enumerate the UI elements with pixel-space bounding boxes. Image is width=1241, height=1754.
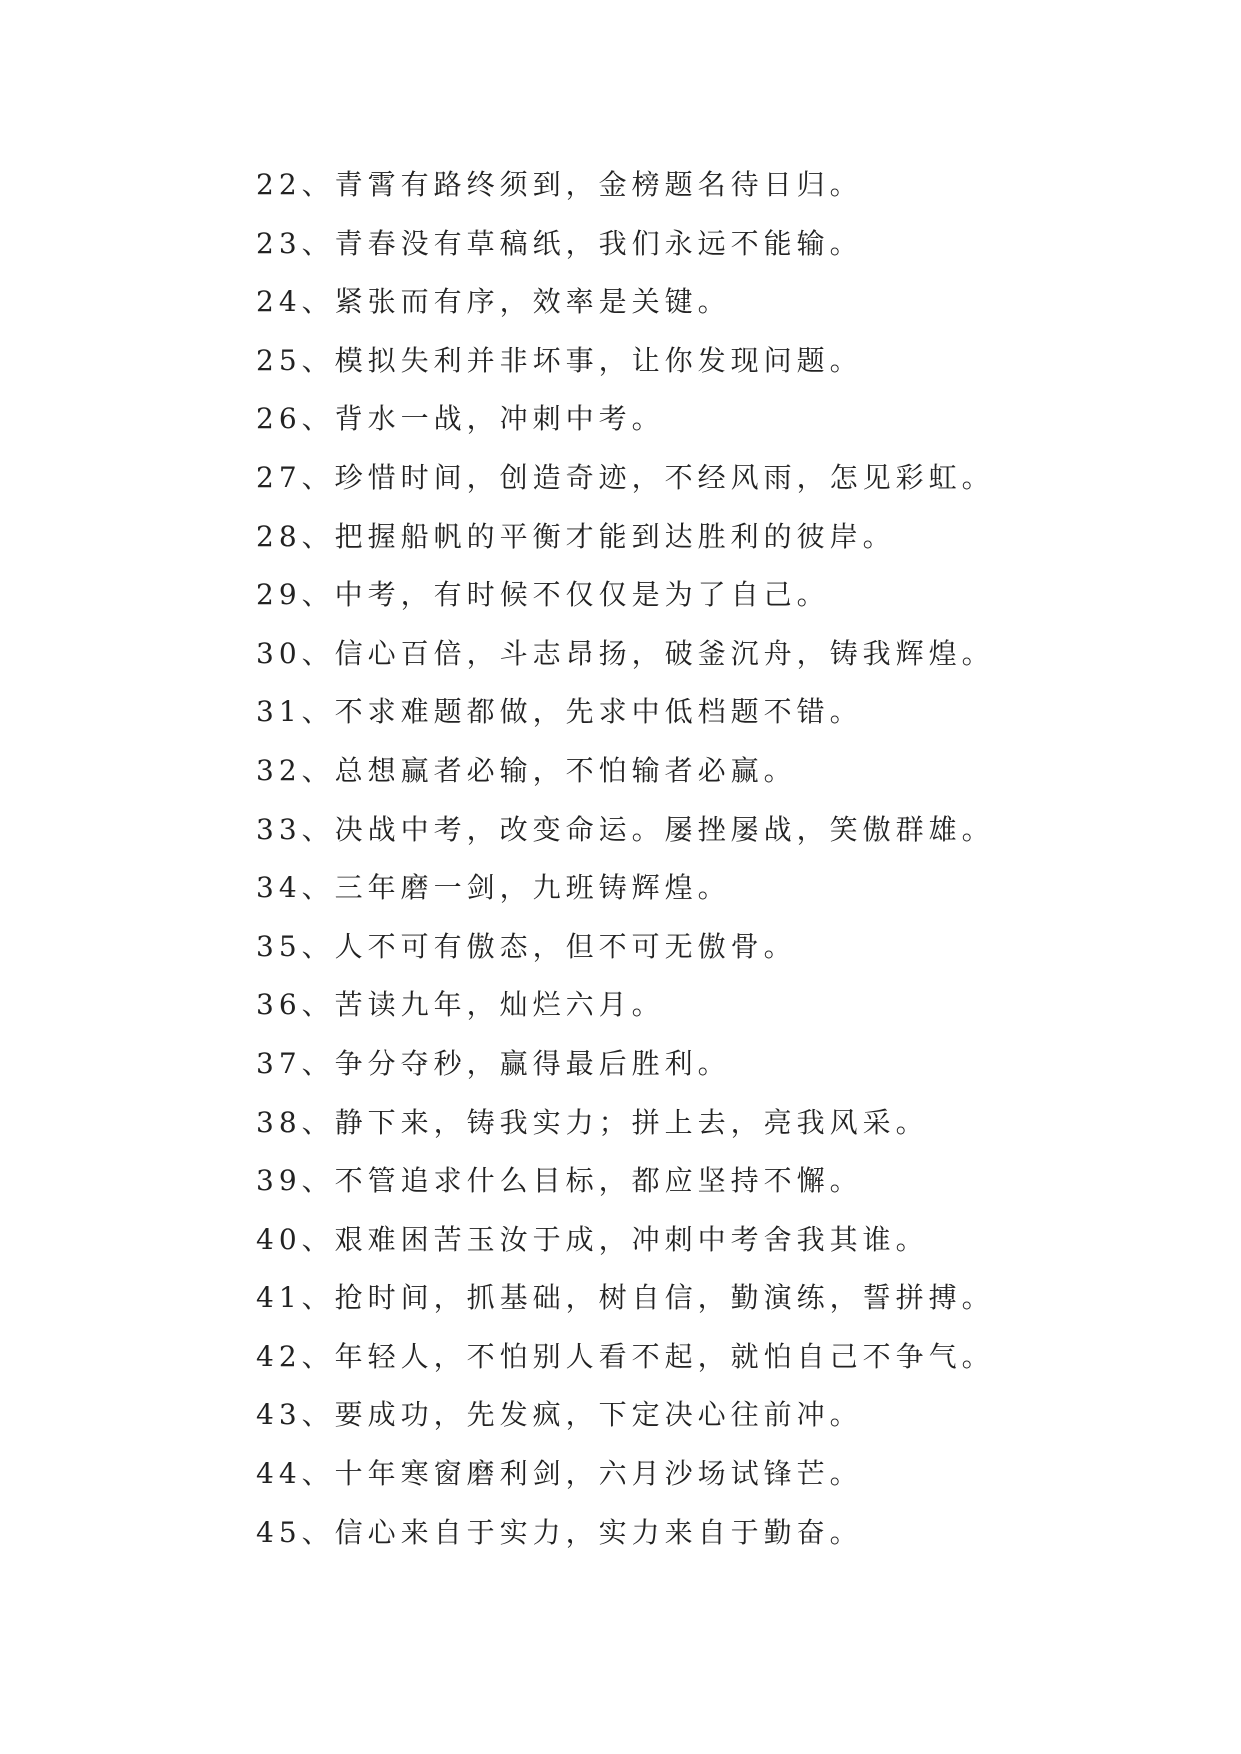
list-item: 29、中考，有时候不仅仅是为了自己。 xyxy=(256,578,830,612)
list-item: 35、人不可有傲态，但不可无傲骨。 xyxy=(256,929,797,963)
list-item: 30、信心百倍，斗志昂扬，破釜沉舟，铸我辉煌。 xyxy=(256,636,995,670)
list-item: 36、苦读九年，灿烂六月。 xyxy=(256,988,665,1022)
list-item: 38、静下来，铸我实力；拼上去，亮我风采。 xyxy=(256,1105,929,1139)
list-item: 44、十年寒窗磨利剑，六月沙场试锋芒。 xyxy=(256,1457,863,1491)
list-item: 24、紧张而有序，效率是关键。 xyxy=(256,285,731,319)
list-item: 42、年轻人，不怕别人看不起，就怕自己不争气。 xyxy=(256,1339,995,1373)
list-item: 43、要成功，先发疯，下定决心往前冲。 xyxy=(256,1398,863,1432)
list-item: 37、争分夺秒，赢得最后胜利。 xyxy=(256,1046,731,1080)
list-item: 34、三年磨一剑，九班铸辉煌。 xyxy=(256,871,731,905)
list-item: 28、把握船帆的平衡才能到达胜利的彼岸。 xyxy=(256,519,896,553)
list-item: 40、艰难困苦玉汝于成，冲刺中考舍我其谁。 xyxy=(256,1222,929,1256)
list-item: 45、信心来自于实力，实力来自于勤奋。 xyxy=(256,1515,863,1549)
list-item: 22、青霄有路终须到，金榜题名待日归。 xyxy=(256,168,863,201)
list-item: 39、不管追求什么目标，都应坚持不懈。 xyxy=(256,1164,863,1198)
list-item: 33、决战中考，改变命运。屡挫屡战，笑傲群雄。 xyxy=(256,812,995,846)
list-item: 26、背水一战，冲刺中考。 xyxy=(256,402,665,436)
list-item: 32、总想赢者必输，不怕输者必赢。 xyxy=(256,753,797,787)
list-item: 25、模拟失利并非坏事，让你发现问题。 xyxy=(256,343,863,377)
list-item: 27、珍惜时间，创造奇迹，不经风雨，怎见彩虹。 xyxy=(256,460,995,494)
numbered-slogan-list xyxy=(256,156,1156,1562)
list-item: 23、青春没有草稿纸，我们永远不能输。 xyxy=(256,226,863,260)
list-item: 41、抢时间，抓基础，树自信，勤演练，誓拼搏。 xyxy=(256,1281,995,1315)
list-item: 31、不求难题都做，先求中低档题不错。 xyxy=(256,695,863,729)
